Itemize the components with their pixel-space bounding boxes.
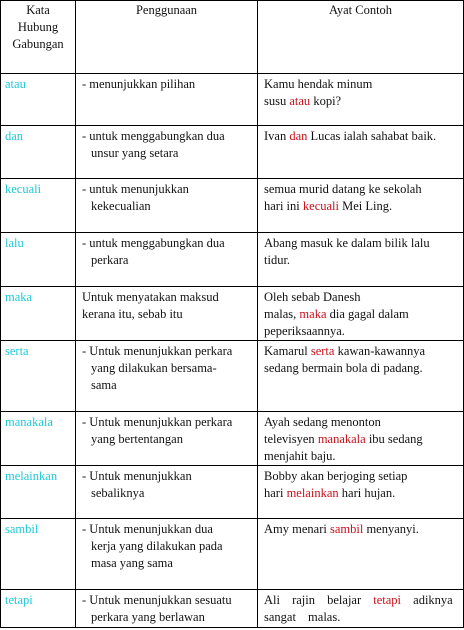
highlighted-conjunction: serta [310, 344, 335, 358]
example-text: Amy menari [264, 522, 330, 536]
example-text: dia gagal dalam peperiksaannya. [264, 307, 409, 338]
example-text: Lucas ialah sahabat baik. [307, 129, 437, 143]
table-row [1, 126, 464, 179]
example-cell [258, 287, 464, 341]
usage-cell [76, 341, 258, 412]
header-usage: Penggunaan [76, 1, 258, 74]
usage-cell [76, 412, 258, 466]
usage-line: - untuk menggabungkan dua [82, 236, 225, 250]
table-row [1, 519, 464, 590]
conjunction-word: lalu [1, 233, 76, 287]
table-row [1, 74, 464, 126]
usage-line: sebaliknya [91, 486, 145, 500]
usage-cell [76, 287, 258, 341]
example-text: ibu sedang menjahit baju. [264, 432, 423, 463]
table-row [1, 179, 464, 233]
highlighted-conjunction: kecuali [302, 199, 339, 213]
table-row [1, 466, 464, 519]
usage-cell [76, 233, 258, 287]
example-cell [258, 341, 464, 412]
highlighted-conjunction: atau [289, 94, 311, 108]
highlighted-conjunction: melainkan [286, 486, 339, 500]
table-row [1, 233, 464, 287]
usage-line: - Untuk menunjukkan sesuatu [82, 593, 232, 607]
conjunction-word: dan [1, 126, 76, 179]
header-word: Kata Hubung Gabungan [1, 1, 76, 74]
usage-line: kerja yang dilakukan pada [91, 539, 223, 553]
usage-line: perkara [91, 253, 129, 267]
usage-cell [76, 590, 258, 628]
usage-line: yang dilakukan bersama- [91, 361, 217, 375]
conjunction-word: sambil [1, 519, 76, 590]
usage-line: kekecualian [91, 199, 151, 213]
table-body [1, 74, 464, 628]
header-example: Ayat Contoh [258, 1, 464, 74]
example-text: Mei Ling. [338, 199, 393, 213]
usage-line: masa yang sama [91, 556, 173, 570]
example-text: Ivan [264, 129, 290, 143]
example-cell [258, 233, 464, 287]
table-row [1, 287, 464, 341]
highlighted-conjunction: dan [289, 129, 308, 143]
table-row [1, 590, 464, 628]
highlighted-conjunction: tetapi [373, 593, 402, 607]
usage-line: kerana itu, sebab itu [82, 307, 183, 321]
usage-line: - Untuk menunjukkan dua [82, 522, 213, 536]
example-cell [258, 74, 464, 126]
usage-line: unsur yang setara [91, 146, 179, 160]
example-text: Ali rajin belajar [264, 593, 374, 607]
example-text: semua murid datang ke sekolah hari ini [264, 182, 422, 213]
usage-line: Untuk menyatakan maksud [82, 290, 219, 304]
example-text: Abang masuk ke dalam bilik lalu tidur. [264, 236, 430, 267]
example-cell [258, 412, 464, 466]
highlighted-conjunction: maka [299, 307, 327, 321]
example-cell [258, 179, 464, 233]
example-text: Kamarul [264, 344, 311, 358]
table-row [1, 341, 464, 412]
example-text: Kamu hendak minum susu [264, 77, 373, 108]
highlighted-conjunction: manakala [317, 432, 366, 446]
usage-cell [76, 519, 258, 590]
example-text: Ayah sedang menonton televisyen [264, 415, 381, 446]
conjunction-word: melainkan [1, 466, 76, 519]
example-cell [258, 126, 464, 179]
example-text: Oleh sebab Danesh malas, [264, 290, 361, 321]
example-text: kawan-kawannya sedang bermain bola di padang. [264, 344, 426, 375]
conjunction-word: manakala [1, 412, 76, 466]
example-cell [258, 466, 464, 519]
table-row [1, 412, 464, 466]
highlighted-conjunction: sambil [329, 522, 364, 536]
conjunction-word: kecuali [1, 179, 76, 233]
example-text: menyanyi. [363, 522, 419, 536]
usage-line: - Untuk menunjukkan perkara [82, 344, 233, 358]
usage-line: sama [91, 378, 117, 392]
usage-cell [76, 126, 258, 179]
example-cell [258, 519, 464, 590]
usage-line: - untuk menunjukkan [82, 182, 189, 196]
usage-cell [76, 179, 258, 233]
example-text: adiknya sangat malas. [264, 593, 453, 624]
usage-line: yang bertentangan [91, 432, 183, 446]
example-text: kopi? [310, 94, 342, 108]
usage-line: - menunjukkan pilihan [82, 77, 196, 91]
example-cell [258, 590, 464, 628]
example-text: hari hujan. [338, 486, 396, 500]
usage-line: - untuk menggabungkan dua [82, 129, 225, 143]
usage-line: - Untuk menunjukkan perkara [82, 415, 233, 429]
conjunction-word: maka [1, 287, 76, 341]
header-row [1, 1, 464, 74]
conjunction-word: atau [1, 74, 76, 126]
usage-line: - Untuk menunjukkan [82, 469, 192, 483]
conjunction-word: serta [1, 341, 76, 412]
example-text: Bobby akan berjoging setiap hari [264, 469, 408, 500]
usage-cell [76, 466, 258, 519]
usage-cell [76, 74, 258, 126]
conjunction-word: tetapi [1, 590, 76, 628]
usage-line: perkara yang berlawan [91, 610, 205, 624]
